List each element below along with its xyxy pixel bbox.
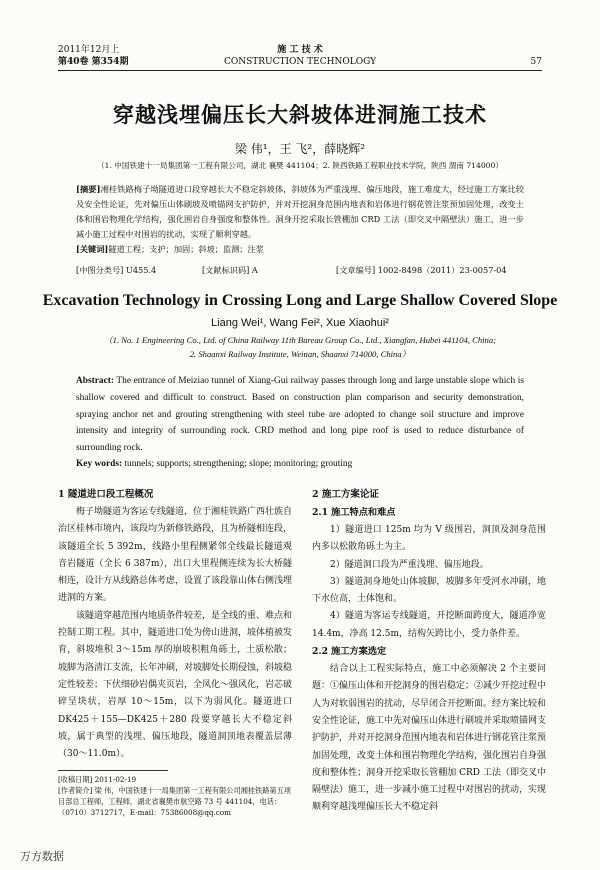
author-info: [作者简介] 梁 伟，中国铁建十一局集团第一工程有限公司湘桂铁路第五项目部总工程师，工程师，湖北省襄樊市航空路 73 号 441104，电话：（0710）3712717，E-mail：75386008@qq.com [58, 786, 291, 817]
authors-en: Liang Wei¹, Wang Fei², Xue Xiaohui² [211, 317, 389, 329]
clc-number: [中图分类号] U455.4 [76, 265, 157, 275]
abstract-en-text: The entrance of Meiziao tunnel of Xiang-Gui railway passes through long and large unstable slope which is shallow covered and difficult to construct. Based on construction plan comparison and security demonstration, spraying anchor net and grouting strengthening with steel tube are adopted to change soil structure and improve intensity and integrity of surrounding rock. CRD method and long pipe roof is used to reduce disturbance of surrounding rock. [76, 376, 524, 454]
keywords-en [76, 457, 524, 471]
keywords-en-label: Key words: [76, 459, 123, 469]
difficulty-item-4: 4）隧道为客运专线隧道，开挖断面跨度大，隧道净宽 14.4m，净高 12.5m，结构矢跨比小，受力条件差。 [312, 611, 546, 639]
affiliation-en-line2: 2. Shaanxi Railway Institute, Weinan, Shaanxi 714000, China） [189, 349, 411, 359]
abstract-cn-label: [摘要] [76, 184, 101, 194]
subsection-2-1-heading: 2.1 施工特点和难点 [312, 507, 396, 518]
header-journal-cn: 施 工 技 术 [277, 45, 323, 55]
footnote-rule [58, 770, 168, 771]
authors: 梁 伟¹，王 飞²，薛晓辉² [234, 142, 366, 156]
header-center [58, 44, 542, 68]
affiliation: （1. 中国铁建十一局集团第一工程有限公司，湖北 襄樊 441104；2. 陕西铁路工程职业技术学院，陕西 渭南 714000） [97, 161, 503, 170]
section-2-2-paragraph: 结合以上工程实际特点，施工中必须解决 2 个主要问题：①偏压山体和开挖洞身的围岩稳定；②减少开挖过程中人为对软弱围岩的扰动，尽早闭合开挖断面。经方案比较和安全性论证，施工中先对偏压山体进行刷坡并采取喷锚网支护防护，并对开挖洞身范围内地表和岩体进行钢花管注浆预加固处理，改变土体和围岩物理化学结构，强化围岩自身强度和整体性；洞身开挖采取长管棚加 CRD 工法（即交叉中隔壁法）施工，进一步减小施工过程中对围岩的扰动，实现顺利穿越浅埋偏压长大不稳定斜 [312, 664, 547, 813]
section-1-heading: 1 隧道进口段工程概况 [58, 489, 154, 500]
difficulty-item-2: 2）隧道洞口段为严重浅埋、偏压地段。 [330, 559, 489, 570]
section-1-paragraph-1: 梅子坳隧道为客运专线隧道，位于湘桂铁路广西壮族自治区桂林市境内，该段均为新修铁路段，且为桥隧相连段，该隧道全长 5 392m，线路小里程侧紧邻全线最长隧道观音岩隧道（全长 6 387m），出口大里程侧连续为长大桥隧相连，设计方从线路总体考虑，设置了该段靠山体右侧浅埋进洞的方案。 [58, 507, 293, 604]
header-journal-en: CONSTRUCTION TECHNOLOGY [223, 57, 377, 67]
section-1-paragraph-2: 该隧道穿越范围内地质条件较差，是全线的重、难点和控制工期工程。其中，隧道进口处为傍山进洞，坡体植被发育，斜坡堆积 3～15m 厚的崩坡积粗角砾土，土质松散；坡脚为洛清江支流，长年冲刷，对坡脚处长期侵蚀，斜坡稳定性较差；下伏细砂岩偶夹页岩，全风化～强风化，岩芯破碎呈块状，岩厚 10～15m，以下为弱风化。隧道进口 DK425＋155—DK425＋280 段要穿越长大不稳定斜坡，属于典型的浅埋、偏压地段，隧道洞顶地表覆盖层薄（30～11.0m）。 [58, 610, 293, 760]
header-issue: 第40卷 第354期 [58, 57, 129, 67]
subsection-2-2-heading: 2.2 施工方案选定 [312, 646, 387, 658]
abstract-en-label: Abstract: [76, 376, 115, 386]
abstract-cn-text: 湘桂铁路梅子坳隧道进口段穿越长大不稳定斜坡体，斜坡体为严重浅埋、偏压地段，施工难度大，经过施工方案比较及安全性论证，先对偏压山体刷坡及喷锚网支护防护，并对开挖洞身范围内地表和岩体进行钢花管注浆预加固处理，改变土体和围岩物理化学结构，强化围岩自身强度和整体性。洞身开挖采取长管棚加 CRD 工法（即交叉中隔壁法）施工，进一步减小施工过程中对围岩的扰动，实现了顺利穿越。 [76, 184, 524, 239]
abstract-en [76, 373, 524, 457]
keywords-en-text: tunnels; supports; strengthening; slope; monitoring; grouting [124, 459, 353, 469]
article-number: [文章编号] 1002-8498（2011）23-0057-04 [336, 265, 507, 275]
abstract-cn [76, 182, 524, 257]
footnote [58, 774, 292, 818]
watermark: 万方数据 [20, 850, 64, 863]
paper-title-en: Excavation Technology in Crossing Long and Large Shallow Covered Slope [42, 292, 558, 309]
affiliation-en [80, 333, 520, 361]
section-2-heading: 2 施工方案论证 [312, 489, 379, 500]
header-rule [58, 70, 542, 71]
keywords-cn-label: [关键词] [76, 244, 109, 254]
paper-title: 穿越浅埋偏压长大斜坡体进洞施工技术 [113, 102, 487, 127]
header-page-number: 57 [530, 57, 542, 67]
difficulty-item-3: 3）隧道洞身地处山体坡脚，坡脚多年受河水冲刷，地下水位高，土体饱和。 [312, 576, 546, 605]
left-column [58, 486, 292, 763]
right-column [312, 486, 546, 817]
received-date: [收稿日期] 2011-02-19 [58, 775, 137, 784]
difficulty-item-1: 1）隧道进口 125m 均为 V 级围岩，洞顶及洞身范围内多以松散角砾土为主。 [312, 525, 546, 553]
doc-code: [文献标识码] A [202, 265, 258, 275]
header-date: 2011年12月上 [58, 45, 120, 55]
keywords-cn-text: 隧道工程；支护；加固；斜坡；监测；注浆 [108, 244, 264, 254]
affiliation-en-line1: （1. No. 1 Engineering Co., Ltd. of China Railway 11th Bureau Group Co., Ltd., Xiangfan, Hubei 441104, China; [104, 335, 496, 345]
